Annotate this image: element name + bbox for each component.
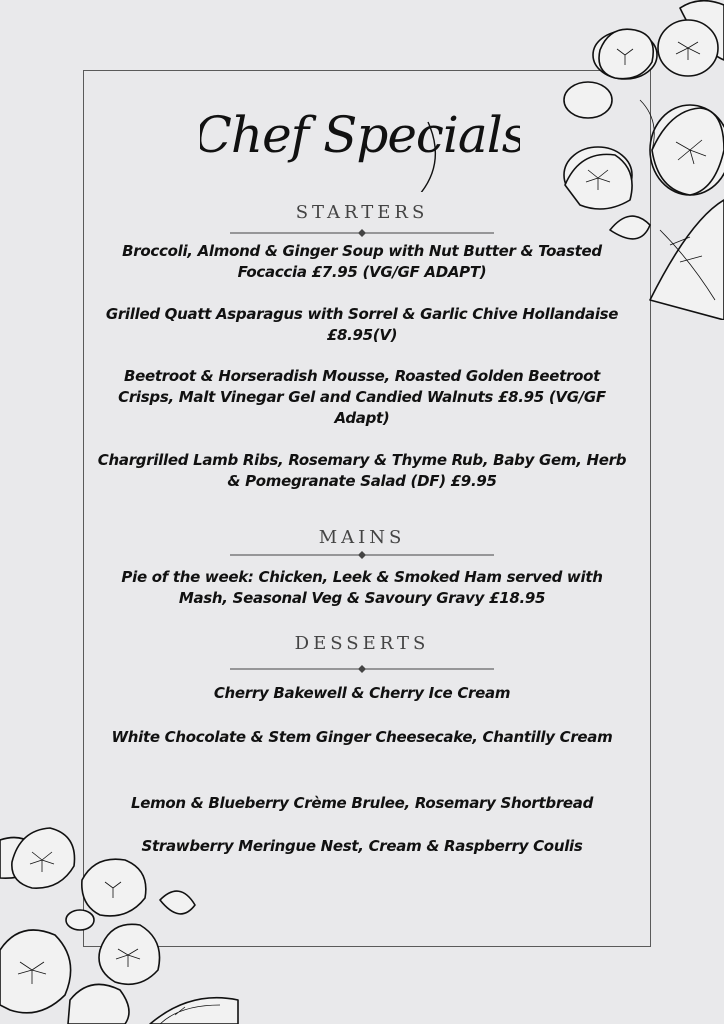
menu-item: Strawberry Meringue Nest, Cream & Raspberry Coulis	[141, 837, 583, 855]
menu-item: Pie of the week: Chicken, Leek & Smoked Ham served with Mash, Seasonal Veg & Savoury Gravy £18.95	[121, 568, 603, 607]
section-heading-starters: STARTERS	[295, 202, 429, 223]
menu-title-text: Chef Specials	[200, 106, 520, 164]
section-divider	[230, 550, 494, 560]
menu-item: Grilled Quatt Asparagus with Sorrel & Garlic Chive Hollandaise £8.95(V)	[105, 305, 619, 344]
menu-item: Lemon & Blueberry Crème Brulee, Rosemary Shortbread	[130, 794, 594, 812]
floral-illustration-icon	[540, 0, 724, 320]
menu-item: Broccoli, Almond & Ginger Soup with Nut Butter & Toasted Focaccia £7.95 (VG/GF ADAPT)	[122, 242, 602, 281]
floral-illustration-icon	[0, 800, 240, 1024]
menu-item: Beetroot & Horseradish Mousse, Roasted Golden Beetroot Crisps, Malt Vinegar Gel and Candied Walnuts £8.95 (VG/GF Adapt)	[118, 367, 606, 427]
section-divider	[230, 228, 494, 238]
menu-title	[200, 82, 520, 192]
section-heading-desserts: DESSERTS	[294, 633, 430, 654]
menu-item: White Chocolate & Stem Ginger Cheesecake, Chantilly Cream	[111, 728, 613, 746]
section-divider	[230, 664, 494, 674]
menu-item: Cherry Bakewell & Cherry Ice Cream	[213, 684, 511, 702]
section-heading-mains: MAINS	[318, 527, 406, 548]
menu-item: Chargrilled Lamb Ribs, Rosemary & Thyme Rub, Baby Gem, Herb & Pomegranate Salad (DF) £9.95	[97, 451, 627, 490]
